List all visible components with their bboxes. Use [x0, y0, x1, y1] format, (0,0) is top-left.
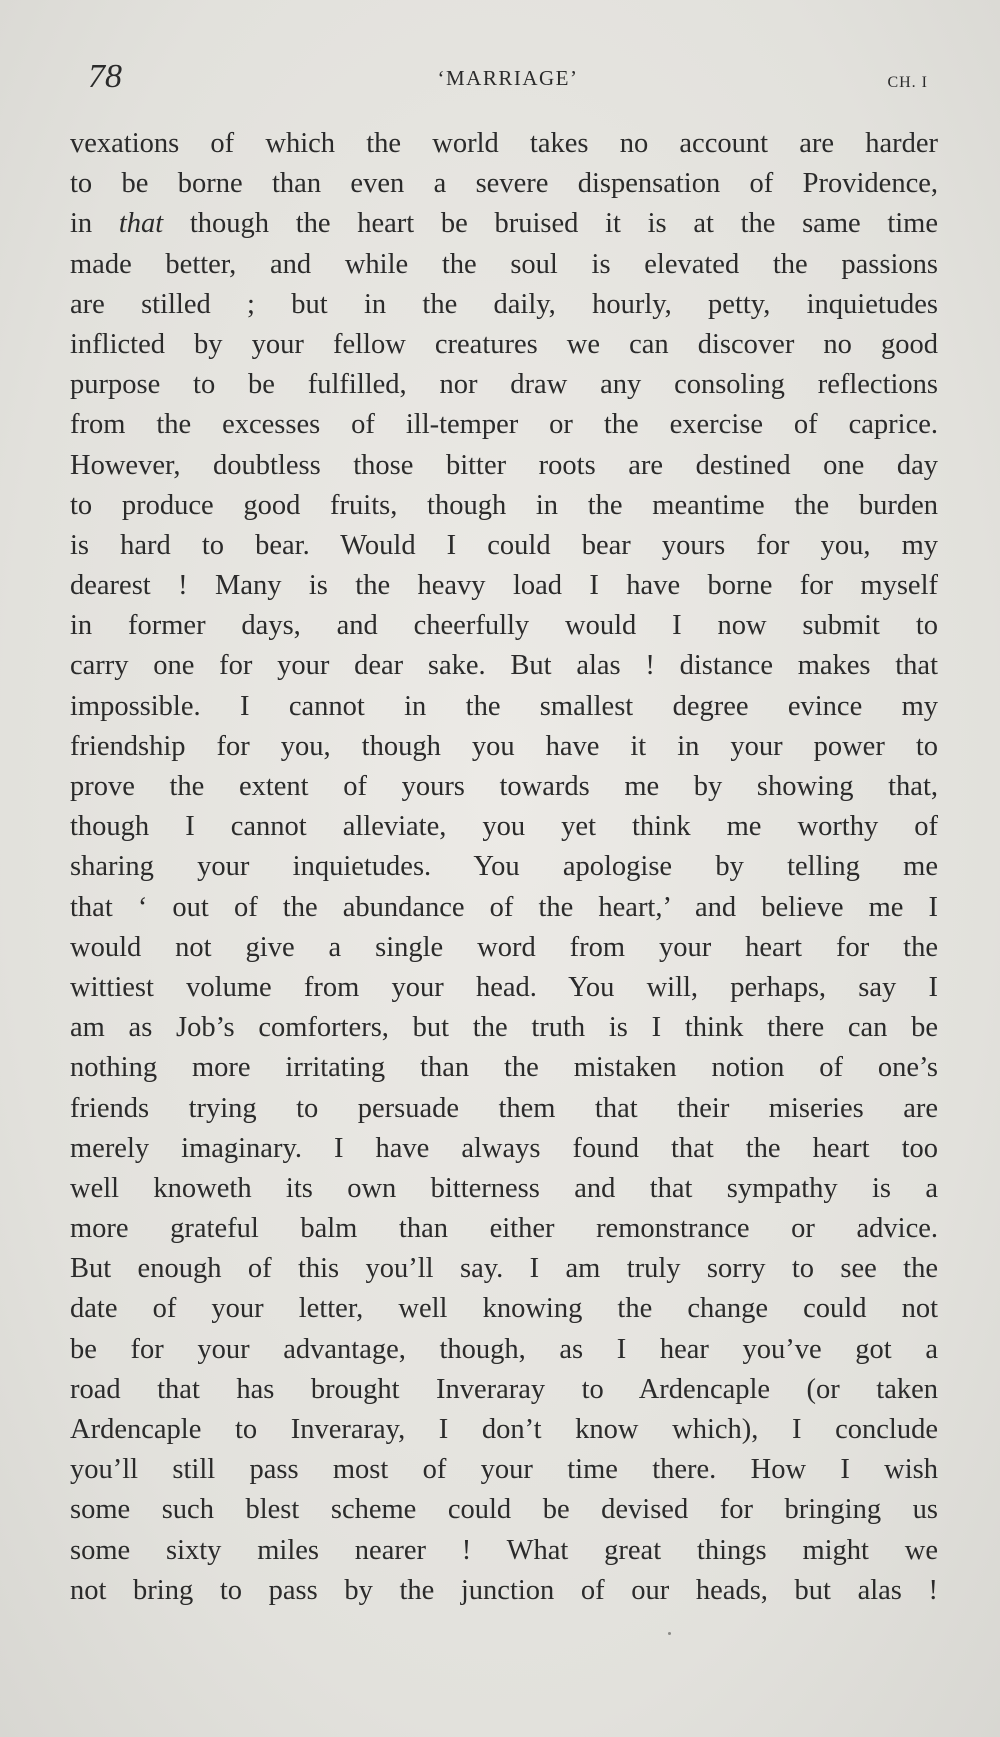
text-line: wittiest volume from your head. You will, perhaps, say I — [70, 971, 938, 1003]
text-line: impossible. I cannot in the smallest degree evince my — [70, 690, 938, 722]
text-line: in that though the heart be bruised it is at the same time — [70, 208, 938, 240]
text-line: that ‘ out of the abundance of the heart,’ and believe me I — [70, 891, 938, 923]
text-line: vexations of which the world takes no account are harder — [70, 128, 938, 159]
text-line: friendship for you, though you have it in your power to — [70, 730, 938, 762]
text-line: dearest ! Many is the heavy load I have borne for myself — [70, 570, 938, 602]
text-line: made better, and while the soul is elevated the passions — [70, 248, 938, 280]
page-number: 78 — [88, 58, 122, 95]
text-line: more grateful balm than either remonstrance or advice. — [70, 1213, 938, 1245]
text-line: you’ll still pass most of your time there. How I wish — [70, 1454, 938, 1486]
text-line: are stilled ; but in the daily, hourly, petty, inquietudes — [70, 288, 938, 320]
text-line: well knoweth its own bitterness and that sympathy is a — [70, 1172, 938, 1204]
text-line: is hard to bear. Would I could bear yours for you, my — [70, 529, 938, 561]
emphasis-word: that — [118, 208, 164, 240]
text-line: some such blest scheme could be devised for bringing us — [70, 1494, 938, 1526]
text-line: in former days, and cheerfully would I now submit to — [70, 610, 938, 642]
text-line: though I cannot alleviate, you yet think me worthy of — [70, 811, 938, 843]
text-line: some sixty miles nearer ! What great things might we — [70, 1534, 938, 1566]
text-line: to produce good fruits, though in the meantime the burden — [70, 489, 938, 521]
text-line: nothing more irritating than the mistaken notion of one’s — [70, 1052, 938, 1084]
text-line: But enough of this you’ll say. I am truly sorry to see the — [70, 1253, 938, 1285]
text-line: friends trying to persuade them that their miseries are — [70, 1092, 938, 1124]
text-line: not bring to pass by the junction of our heads, but alas ! — [70, 1574, 938, 1606]
text-line: inflicted by your fellow creatures we can discover no good — [70, 328, 938, 360]
text-line: be for your advantage, though, as I hear you’ve got a — [70, 1333, 938, 1365]
text-line: from the excesses of ill-temper or the exercise of caprice. — [70, 409, 938, 441]
text-line: to be borne than even a severe dispensation of Providence, — [70, 168, 938, 200]
text-line: date of your letter, well knowing the change could not — [70, 1293, 938, 1325]
text-line: am as Job’s comforters, but the truth is I think there can be — [70, 1012, 938, 1044]
text-line: Ardencaple to Inveraray, I don’t know which), I conclude — [70, 1414, 938, 1445]
text-line: would not give a single word from your heart for the — [70, 931, 938, 963]
chapter-reference: CH. I — [887, 74, 928, 91]
text-line: prove the extent of yours towards me by showing that, — [70, 771, 938, 802]
text-line: However, doubtless those bitter roots are destined one day — [70, 449, 938, 481]
text-line: sharing your inquietudes. You apologise by telling me — [70, 851, 938, 883]
paper-speck — [668, 1632, 671, 1635]
page-header — [88, 52, 928, 102]
text-line: purpose to be fulfilled, nor draw any consoling reflections — [70, 369, 938, 401]
body-text — [70, 124, 938, 1611]
text-line: road that has brought Inveraray to Ardencaple (or taken — [70, 1373, 938, 1405]
running-title: ‘MARRIAGE’ — [437, 66, 579, 90]
text-line: carry one for your dear sake. But alas ! distance makes that — [70, 650, 938, 682]
text-line: merely imaginary. I have always found that the heart too — [70, 1132, 938, 1164]
